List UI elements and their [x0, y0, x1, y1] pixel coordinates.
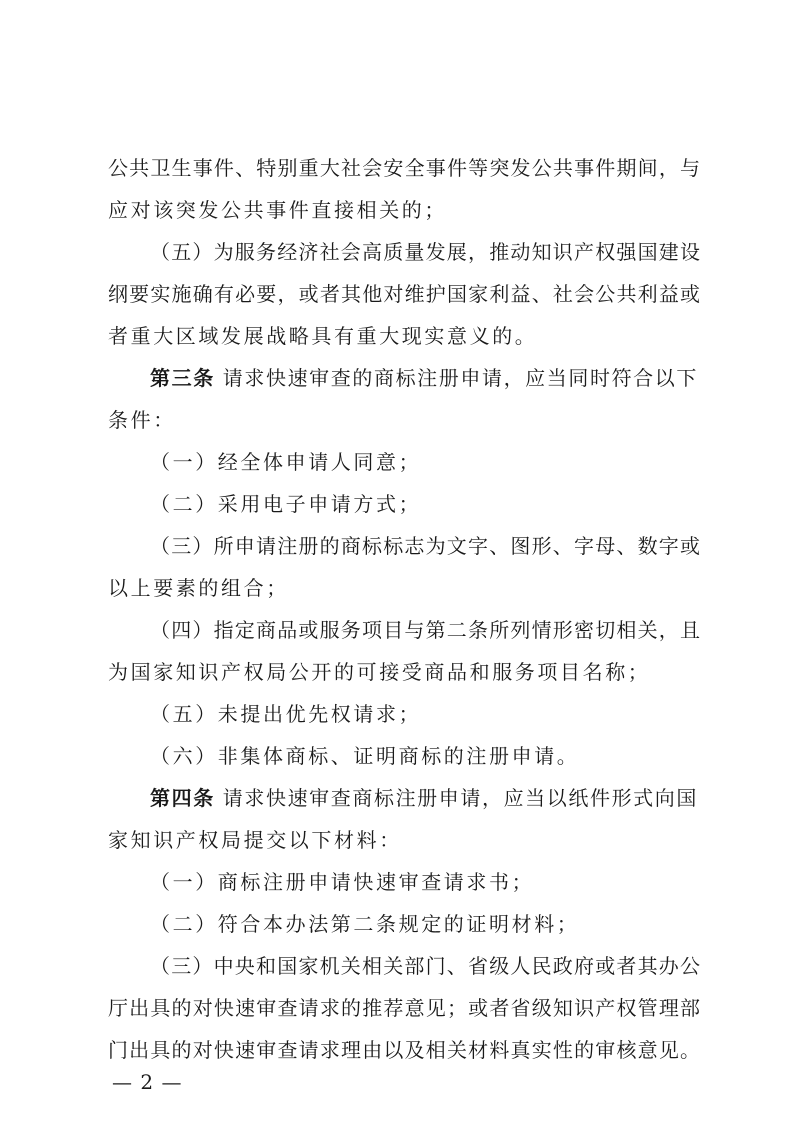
article-4-text: 请求快速审查商标注册申请，应当以纸件形式向国 [222, 786, 698, 810]
text-line: （五）为服务经济社会高质量发展，推动知识产权强国建设 [150, 240, 700, 264]
article-3-heading: 第三条 [150, 366, 215, 390]
list-item: （四）指定商品或服务项目与第二条所列情形密切相关，且 [150, 618, 700, 642]
list-item: （一）经全体申请人同意； [150, 450, 422, 474]
text-line: 以上要素的组合； [108, 576, 289, 600]
article-4-heading: 第四条 [150, 786, 215, 810]
text-line: 公共卫生事件、特别重大社会安全事件等突发公共事件期间，与 [108, 156, 700, 180]
page-number: — 2 — [112, 1070, 183, 1094]
article-3-text: 请求快速审查的商标注册申请，应当同时符合以下 [222, 366, 698, 390]
text-line: 条件： [108, 408, 176, 432]
text-line: 家知识产权局提交以下材料： [108, 828, 402, 852]
list-item: （二）采用电子申请方式； [150, 492, 422, 516]
article-4-line [150, 784, 700, 812]
text-line: 应对该突发公共事件直接相关的； [108, 198, 447, 222]
text-line: 纲要实施确有必要，或者其他对维护国家利益、社会公共利益或 [108, 282, 700, 306]
list-item: （一）商标注册申请快速审查请求书； [150, 870, 535, 894]
text-line: 厅出具的对快速审查请求的推荐意见；或者省级知识产权管理部 [108, 996, 700, 1020]
list-item: （六）非集体商标、证明商标的注册申请。 [150, 744, 580, 768]
list-item: （三）所申请注册的商标标志为文字、图形、字母、数字或 [150, 534, 700, 558]
list-item: （二）符合本办法第二条规定的证明材料； [150, 912, 580, 936]
list-item: （五）未提出优先权请求； [150, 702, 422, 726]
list-item: （三）中央和国家机关相关部门、省级人民政府或者其办公 [150, 954, 700, 978]
text-line: 为国家知识产权局公开的可接受商品和服务项目名称； [108, 660, 651, 684]
text-line: 者重大区域发展战略具有重大现实意义的。 [108, 324, 538, 348]
article-3-line [150, 364, 700, 392]
text-line: 门出具的对快速审查请求理由以及相关材料真实性的审核意见。 [108, 1038, 700, 1062]
